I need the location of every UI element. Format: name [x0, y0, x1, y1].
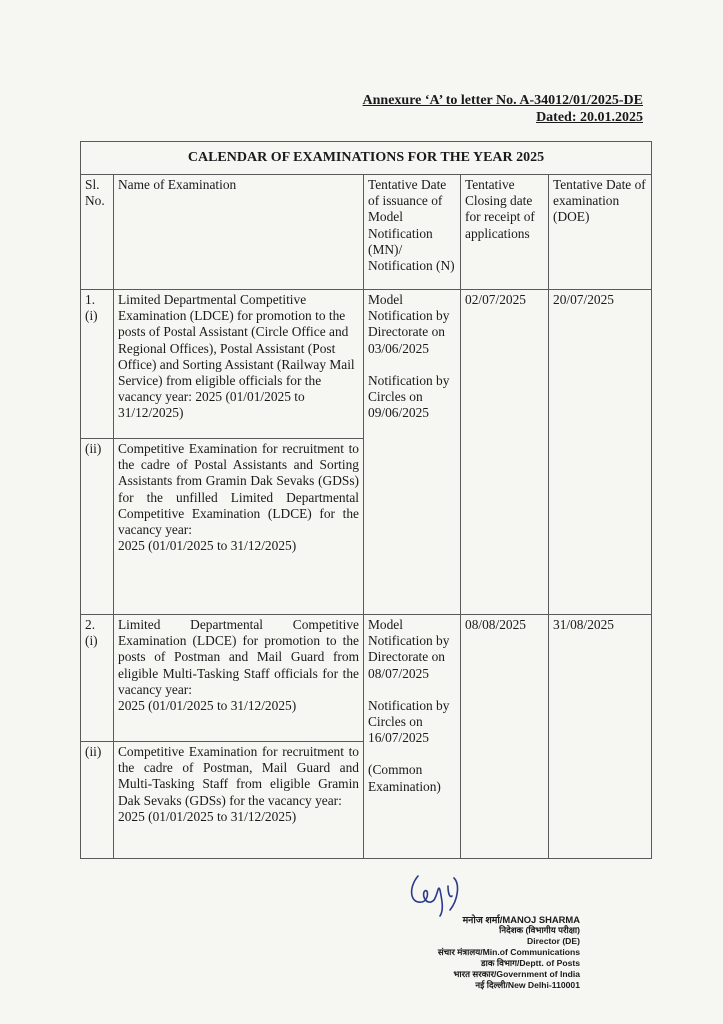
exam-name-cell: Limited Departmental Competitive Examination (LDCE) for promotion to the posts of Postal Assistant (Circle Office and Regional Offices), Postal Assistant (Post Office) and Sorting Assistant (Railway Mail Service) from eligible officials for the vacancy year: 2025 (01/01/2025 to 31/12/2025)	[114, 290, 364, 439]
letter-date: Dated: 20.01.2025	[536, 110, 643, 125]
row-sl-no: 2. (i)	[81, 615, 114, 742]
header-exam-name: Name of Examination	[114, 175, 364, 290]
exam-name-cell	[114, 742, 364, 859]
annexure-reference: Annexure ‘A’ to letter No. A-34012/01/2025-DE	[362, 93, 643, 108]
table-row	[81, 290, 652, 439]
signatory-city: नई दिल्ली/New Delhi-110001	[475, 980, 580, 990]
signatory-title-hindi: निदेशक (विभागीय परीक्षा)	[499, 925, 580, 935]
model-notification-text: Model Notification by Directorate on 08/07/2025	[368, 617, 450, 681]
header-sl-no: Sl. No.	[81, 175, 114, 290]
exam-date-cell: 20/07/2025	[549, 290, 652, 615]
signatory-government: भारत सरकार/Government of India	[453, 969, 580, 979]
exam-name-cell	[114, 615, 364, 742]
row-sl-no: (ii)	[81, 439, 114, 615]
exam-name-text: Competitive Examination for recruitment to the cadre of Postal Assistants and Sorting Assistants from Gramin Dak Sevaks (GDSs) for the unfilled Limited Departmental Competitive Examination (LDCE) for the vacancy year:	[118, 441, 359, 538]
signatory-details	[380, 914, 580, 991]
exam-name-text: Competitive Examination for recruitment to the cadre of Postman, Mail Guard and Multi-Tasking Staff from eligible Gramin Dak Sevaks (GDSs) for the vacancy year:	[118, 744, 359, 808]
notification-date-cell	[364, 290, 461, 615]
signatory-ministry: संचार मंत्रालय/Min.of Communications	[437, 947, 580, 957]
exam-calendar-table	[80, 141, 652, 859]
common-exam-note: (Common Examination)	[368, 762, 441, 794]
table-row	[81, 615, 652, 742]
closing-date-cell: 08/08/2025	[461, 615, 549, 859]
letter-header	[363, 92, 643, 126]
signatory-name: मनोज शर्मा/MANOJ SHARMA	[462, 914, 580, 925]
circle-notification-text: Notification by Circles on 09/06/2025	[368, 372, 450, 421]
closing-date-cell: 02/07/2025	[461, 290, 549, 615]
vacancy-period: 2025 (01/01/2025 to 31/12/2025)	[118, 808, 297, 824]
handwritten-signature	[404, 870, 474, 920]
exam-name-text: Limited Departmental Competitive Examination (LDCE) for promotion to the posts of Postman and Mail Guard from eligible Multi-Tasking Staff officials for the vacancy year:	[118, 617, 359, 697]
vacancy-period: 2025 (01/01/2025 to 31/12/2025)	[118, 538, 297, 554]
header-closing-date: Tentative Closing date for receipt of applications	[461, 175, 549, 290]
table-title: CALENDAR OF EXAMINATIONS FOR THE YEAR 2025	[81, 142, 652, 175]
exam-name-cell	[114, 439, 364, 615]
vacancy-period: 2025 (01/01/2025 to 31/12/2025)	[118, 698, 297, 714]
header-row	[81, 175, 652, 290]
row-sl-no: (ii)	[81, 742, 114, 859]
signatory-department: डाक विभाग/Deptt. of Posts	[481, 958, 580, 968]
signatory-title: Director (DE)	[526, 936, 580, 946]
header-issuance-date: Tentative Date of issuance of Model Notification (MN)/ Notification (N)	[364, 175, 461, 290]
circle-notification-text: Notification by Circles on 16/07/2025	[368, 697, 450, 746]
header-exam-date: Tentative Date of examination (DOE)	[549, 175, 652, 290]
exam-date-cell: 31/08/2025	[549, 615, 652, 859]
row-sl-no: 1. (i)	[81, 290, 114, 439]
model-notification-text: Model Notification by Directorate on 03/06/2025	[368, 292, 450, 356]
notification-date-cell	[364, 615, 461, 859]
